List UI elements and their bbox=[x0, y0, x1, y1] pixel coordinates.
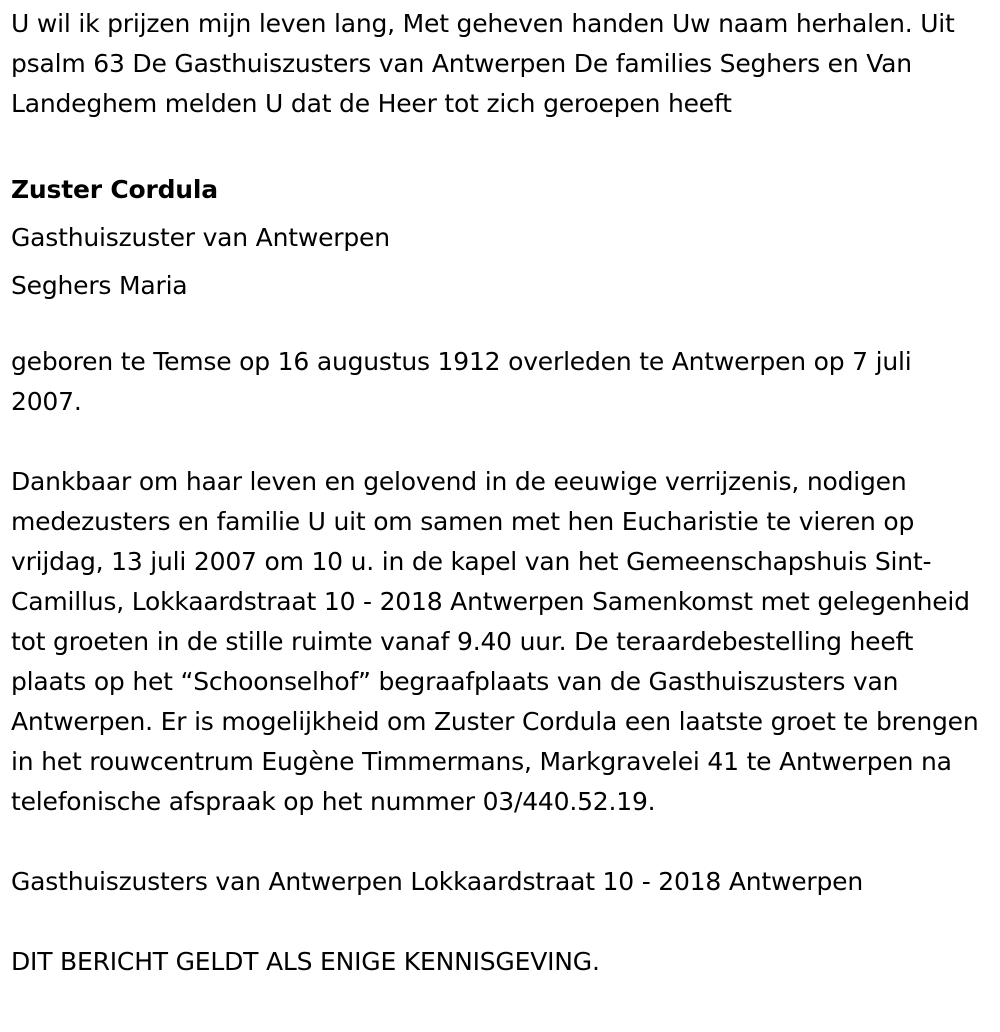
invitation-paragraph: Dankbaar om haar leven en gelovend in de eeuwige verrijzenis, nodigen medezusters en familie U uit om samen met hen Eucharistie te vieren op vrijdag, 13 juli 2007 om 10 u. in de kapel van het Gemeenschapshuis Sint-Camillus, Lokkaardstraat 10 - 2018 Antwerpen Samenkomst met gelegenheid tot groeten in de stille ruimte vanaf 9.40 uur. De teraardebestelling heeft plaats op het “Schoonselhof” begraafplaats van de Gasthuiszusters van Antwerpen. Er is mogelijkheid om Zuster Cordula een laatste groet te brengen in het rouwcentrum Eugène Timmermans, Markgravelei 41 te Antwerpen na telefonische afspraak op het nummer 03/440.52.19. bbox=[11, 467, 979, 816]
notice-line: DIT BERICHT GELDT ALS ENIGE KENNISGEVING. bbox=[11, 947, 600, 976]
intro-paragraph: U wil ik prijzen mijn leven lang, Met geheven handen Uw naam herhalen. Uit psalm 63 De Gasthuiszusters van Antwerpen De families Seghers en Van Landeghem melden U dat de Heer tot zich geroepen heeft bbox=[11, 9, 955, 118]
spacer bbox=[11, 124, 986, 164]
birth-death-paragraph: geboren te Temse op 16 augustus 1912 overleden te Antwerpen op 7 juli 2007. bbox=[11, 347, 912, 416]
deceased-title: Zuster Cordula bbox=[11, 175, 218, 204]
spacer bbox=[11, 310, 986, 342]
deceased-role: Gasthuiszuster van Antwerpen bbox=[11, 223, 390, 252]
spacer bbox=[11, 902, 986, 942]
spacer bbox=[11, 422, 986, 462]
address-line: Gasthuiszusters van Antwerpen Lokkaardstraat 10 - 2018 Antwerpen bbox=[11, 867, 863, 896]
spacer bbox=[11, 822, 986, 862]
obituary-document bbox=[11, 4, 986, 982]
deceased-civil-name: Seghers Maria bbox=[11, 271, 188, 300]
